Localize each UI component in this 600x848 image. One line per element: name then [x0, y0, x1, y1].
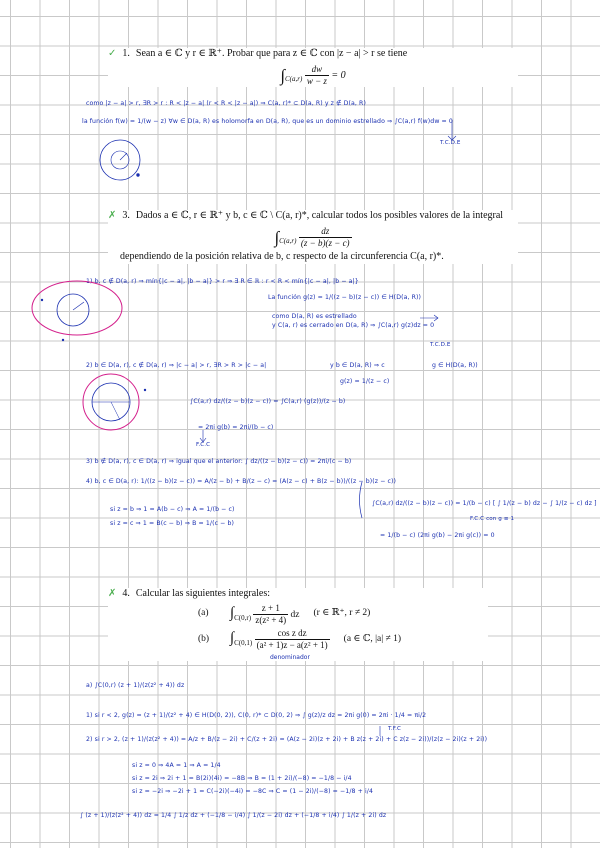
- circle-diagram-p1: [100, 140, 140, 180]
- formula: $\int_{C(a,r)}$ $\frac{dw}{w - z}$ = 0: [280, 63, 346, 86]
- note-4-case1: 1) si r < 2, g(z) = (z + 1)/(z² + 4) ∈ H(D(0, 2)), C(0, r)* ⊂ D(0, 2) ⇒ ∫ g(z)/z dz = 2πi g(0) = 2πi · 1/4 = πi/2: [86, 712, 427, 719]
- circle-diagram-p3-case2: [83, 374, 146, 430]
- note-3-A: si z = b ⇒ 1 = A(b − c) ⇒ A = 1/(b − c): [110, 506, 235, 513]
- note-4-B: si z = 2i ⇒ 2i + 1 = B(2i)(4i) = −8B ⇒ B = (1 + 2i)/(−8) = −1/8 − i/4: [132, 775, 352, 782]
- note-3-g: La función g(z) = 1/((z − b)(z − c)) ∈ H(D(a, R)): [268, 294, 422, 301]
- note-3-B: si z = c ⇒ 1 = B(c − b) ⇒ B = 1/(c − b): [110, 520, 235, 527]
- part-b-note: denominador: [270, 653, 310, 661]
- problem-tail: dependiendo de la posición relativa de b, c respecto de la circunferencia C(a, r)*.: [120, 251, 444, 262]
- circle-diagram-p3-case1: [32, 281, 122, 341]
- note-1-line1: como |z − a| > r, ∃R > r : R < |z − a| (r < R < |z − a|) ⇒ C(a, r)* ⊂ D(a, R) y z ∉ D(a, R): [86, 100, 366, 107]
- note-4-case2: 2) si r > 2, (z + 1)/(z(z² + 4)) = A/z + B/(z − 2i) + C/(z + 2i) = (A(z − 2i)(z + 2i) + B z(z + 2i) + C z(z − 2i))/(z(z − 2i)(z + 2i)): [86, 736, 488, 743]
- note-3-estrellado: como D(a, R) es estrellado: [272, 313, 357, 320]
- problem-number: 3.: [122, 210, 130, 221]
- note-4-tfc: T.F.C: [388, 726, 402, 732]
- x-mark-icon: ✗: [108, 588, 117, 599]
- problem-statement: Calcular las siguientes integrales:: [135, 588, 271, 599]
- note-4-C: si z = −2i ⇒ −2i + 1 = C(−2i)(−4i) = −8C ⇒ C = (1 − 2i)/(−8) = −1/8 + i/4: [132, 788, 374, 795]
- note-3-zero: = 1/(b − c) (2πi g(b) − 2πi g(c)) = 0: [380, 532, 495, 539]
- note-3-case1: 1) b, c ∉ D(a, r) ⇒ mín{|c − a|, |b − a|} > r ⇒ ∃ R ∈ ℝ : r < R < mín{|c − a|, |b − a|}: [86, 278, 359, 285]
- note-3-gdef: g(z) = 1/(z − c): [340, 378, 390, 385]
- note-3-case2b: y b ∈ D(a, R) ⇒ c: [330, 362, 385, 369]
- problem-statement: Sean a ∈ ℂ y r ∈ ℝ⁺. Probar que para z ∈ ℂ con |z − a| > r se tiene: [135, 48, 408, 59]
- problem-number: 4.: [122, 588, 130, 599]
- note-3-gH: g ∈ H(D(a, R)): [432, 362, 478, 369]
- note-4-A: si z = 0 ⇒ 4A = 1 ⇒ A = 1/4: [132, 762, 221, 769]
- note-3-case4: 4) b, c ∈ D(a, r): 1/((z − b)(z − c)) = A/(z − b) + B/(z − c) = (A(z − c) + B(z − b))/((z − b)(z − c)): [86, 478, 397, 485]
- note-3-fcc: F.C.C: [196, 442, 211, 448]
- arrow-icon: [420, 315, 438, 321]
- bracket: [360, 482, 363, 518]
- note-1-tcde: T.C.D.E: [440, 140, 461, 146]
- arrow-icon: [200, 430, 206, 442]
- note-3-cerrado: y C(a, r) es cerrado en D(a, R) ⇒ ∫C(a,r) g(z)dz = 0: [272, 322, 435, 329]
- note-1-line2: la función f(w) = 1/(w − z) ∀w ∈ D(a, R) es holomorfa en D(a, R), que es un dominio estrellado ⇒ ∫C(a,r) f(w)dw = 0: [82, 118, 453, 125]
- note-3-case3: 3) b ∉ D(a, r), c ∈ D(a, r) ⇒ igual que el anterior: ∫ dz/((z − b)(z − c)) = 2πi/(c − b): [86, 458, 352, 465]
- problem-statement: Dados a ∈ ℂ, r ∈ ℝ⁺ y b, c ∈ ℂ \ C(a, r)*, calcular todos los posibles valores de la integral: [135, 210, 504, 221]
- note-4-final: ∫ (z + 1)/(z(z² + 4)) dz = 1/4 ∫ 1/z dz + (−1/8 − i/4) ∫ 1/(z − 2i) dz + (−1/8 + i/4) ∫ 1/(z + 2i) dz: [80, 812, 387, 819]
- x-mark-icon: ✗: [108, 210, 117, 221]
- check-mark-icon: ✓: [108, 48, 117, 59]
- arrow-icon: [448, 120, 456, 140]
- part-b: (b) $\int_{C(0,1)}$ $\frac{\text{cos z dz}}{\text{(a² + 1)z − a(z² + 1)}}$ (a ∈ ℂ, |a| ≠ 1): [198, 628, 402, 651]
- note-3-case2: 2) b ∈ D(a, r), c ∉ D(a, r) ⇒ |c − a| > r, ∃R > R > |c − a|: [86, 362, 267, 369]
- note-3-result: = 2πi g(b) = 2πi/(b − c): [198, 424, 274, 431]
- problem-number: 1.: [122, 48, 130, 59]
- note-3-integral: ∫C(a,r) dz/((z − b)(z − c)) = ∫C(a,r) (g(z))/(z − b): [190, 398, 346, 405]
- formula: $\int_{C(a,r)}$ $\frac{dz}{(z - b)(z - c)}$: [274, 225, 350, 248]
- note-3-split: ∫C(a,r) dz/((z − b)(z − c)) = 1/(b − c) [ ∫ 1/(z − b) dz − ∫ 1/(z − c) dz ]: [372, 500, 597, 507]
- note-3-fcc2: F.C.C con g ≡ 1: [470, 516, 515, 522]
- note-4-a: a) ∫C(0,r) (z + 1)/(z(z² + 4)) dz: [86, 682, 185, 689]
- note-3-tcde: T.C.D.E: [430, 342, 451, 348]
- part-a: (a) $\int_{C(0,r)}$ $\frac{z + 1}{\text{z(z² + 4)}}$ dz (r ∈ ℝ⁺, r ≠ 2): [198, 602, 371, 625]
